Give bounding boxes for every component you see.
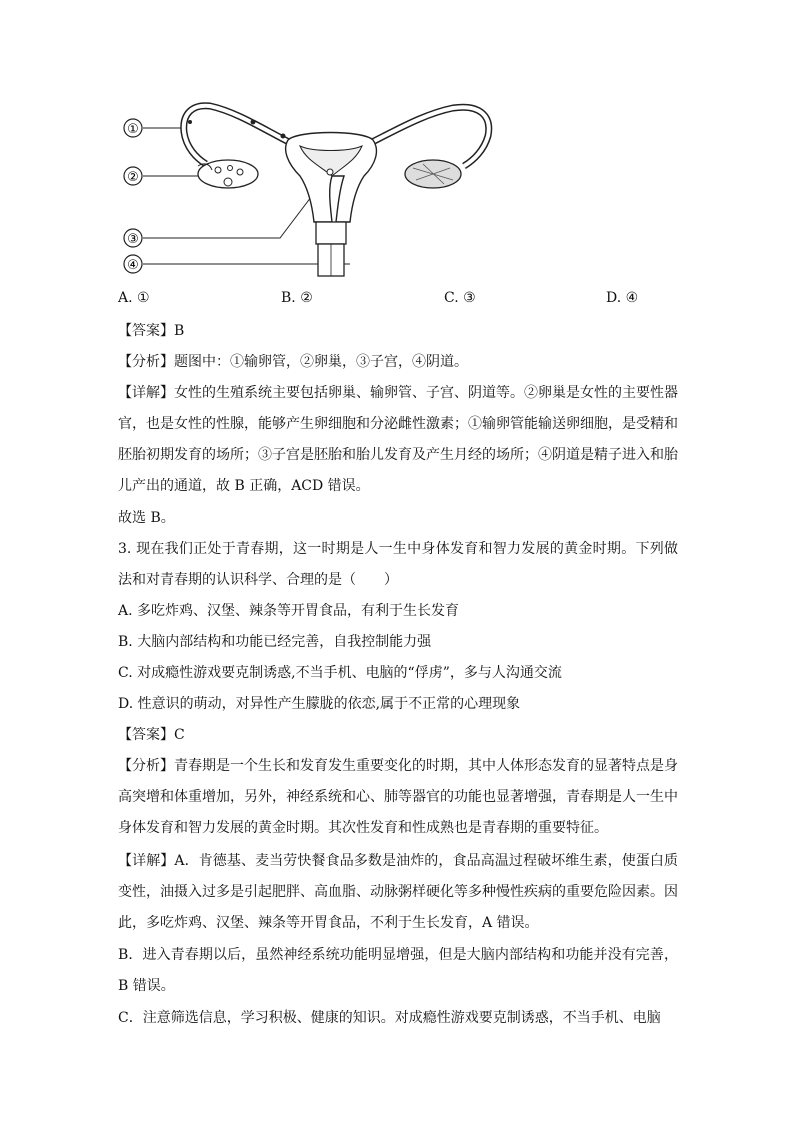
q3-detail-b: B．进入青春期以后，虽然神经系统功能明显增强，但是大脑内部结构和功能并没有完善，B 错误。	[118, 947, 678, 994]
uterus	[286, 133, 377, 223]
label-2	[124, 167, 206, 185]
q3-stem: 3. 现在我们正处于青春期，这一时期是人一生中身体发育和智力发展的黄金时期。下列做法和对青春期的认识科学、合理的是（ ）	[118, 541, 678, 588]
q2-detail: 【详解】女性的生殖系统主要包括卵巢、输卵管、子宫、阴道等。②卵巢是女性的主要性器官，也是女性的性腺，能够产生卵细胞和分泌雌性激素；①输卵管能输送卵细胞，是受精和胚胎初期发育的场所；③子宫是胚胎和胎儿发育及产生月经的场所；④阴道是精子进入和胎儿产出的通道，故 B 正确，ACD 错误。	[118, 385, 678, 494]
q3-option-c[interactable]: C. 对成瘾性游戏要克制诱惑,不当手机、电脑的“俘虏”，多与人沟通交流	[118, 665, 562, 681]
q2-conclusion: 故选 B。	[118, 510, 175, 526]
label-4-text: ④	[127, 258, 139, 273]
q2-option-a[interactable]: A. ①	[118, 290, 150, 306]
reproductive-diagram-svg	[118, 92, 508, 282]
label-1-text: ①	[127, 122, 139, 137]
q3-analysis: 【分析】青春期是一个生长和发育发生重要变化的时期，其中人体形态发育的显著特点是身高突增和体重增加，另外，神经系统和心、肺等器官的功能也显著增强，青春期是人一生中身体发育和智力发展的黄金时期。其次性发育和性成熟也是青春期的重要特征。	[118, 758, 678, 836]
q3-detail-c: C．注意筛选信息，学习积极、健康的知识。对成瘾性游戏要克制诱惑，不当手机、电脑	[118, 1010, 661, 1026]
q2-option-b[interactable]: B. ②	[281, 290, 313, 306]
label-1	[124, 119, 186, 137]
label-2-text: ②	[127, 170, 139, 185]
q2-analysis: 【分析】题图中：①输卵管，②卵巢，③子宫，④阴道。	[118, 354, 468, 370]
q3-option-b[interactable]: B. 大脑内部结构和功能已经完善，自我控制能力强	[118, 634, 432, 650]
cervix	[316, 222, 346, 244]
q3-option-d[interactable]: D. 性意识的萌动，对异性产生朦胧的依恋,属于不正常的心理现象	[118, 696, 521, 712]
q3-option-a[interactable]: A. 多吃炸鸡、汉堡、辣条等开胃食品，有利于生长发育	[118, 603, 460, 619]
label-4	[124, 255, 350, 273]
q2-options	[118, 290, 678, 312]
q3-detail-a: 【详解】A．肯德基、麦当劳快餐食品多数是油炸的，食品高温过程破坏维生素，使蛋白质变性，油摄入过多是引起肥胖、高血脂、动脉粥样硬化等多种慢性疾病的重要危险因素。因此，多吃炸鸡、汉堡、辣条等开胃食品，不利于生长发育，A 错误。	[118, 853, 678, 931]
q2-option-c[interactable]: C. ③	[444, 290, 476, 306]
female-reproductive-system-diagram	[118, 92, 508, 282]
q2-answer: 【答案】B	[118, 323, 185, 339]
q3-answer: 【答案】C	[118, 727, 185, 743]
q2-option-d[interactable]: D. ④	[606, 290, 639, 306]
label-3-text: ③	[127, 232, 139, 247]
